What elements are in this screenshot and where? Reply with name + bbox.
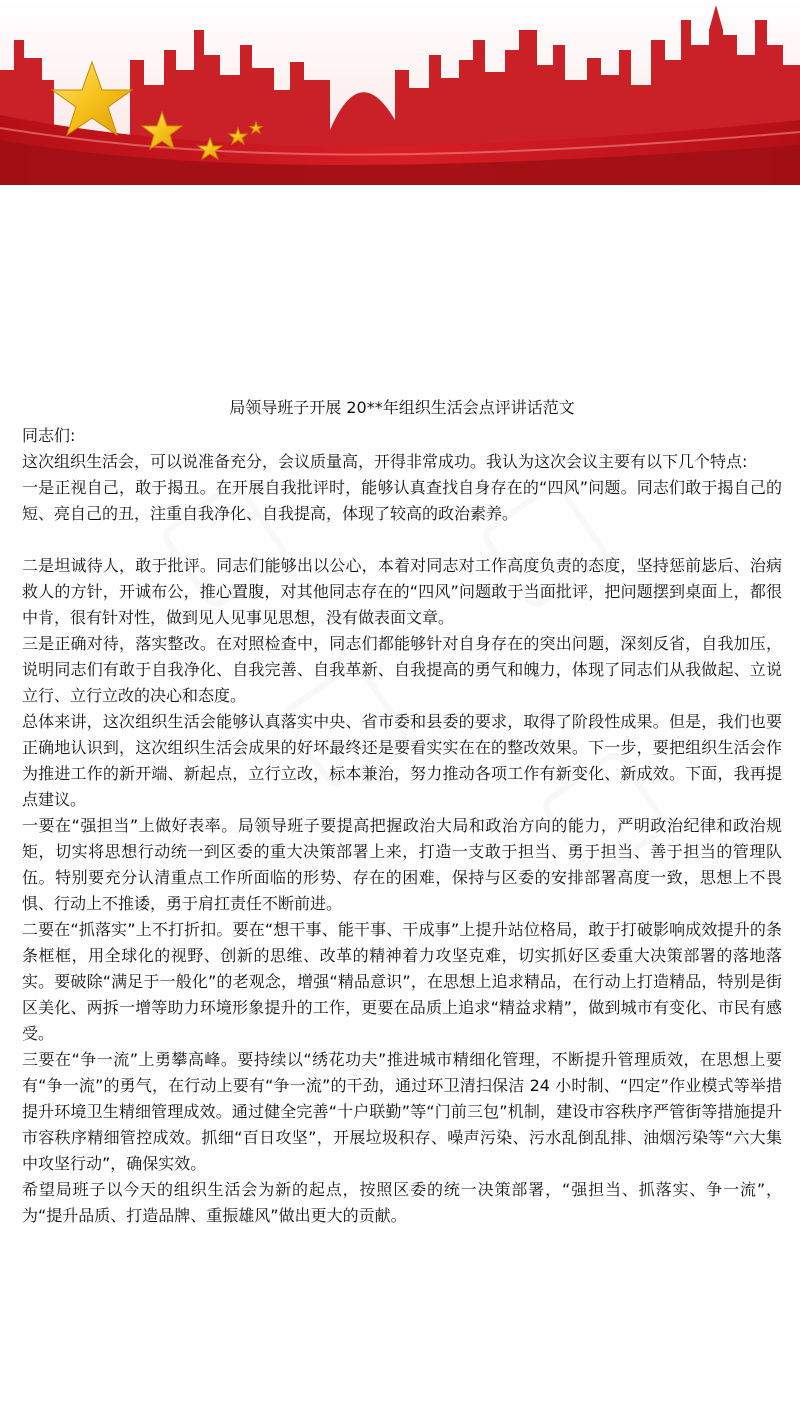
paragraph: 总体来讲，这次组织生活会能够认真落实中央、省市委和县委的要求，取得了阶段性成果。但是，我们也要正确地认识到，这次组织生活会成果的好坏最终还是要看实实在在的整改效果。下一步，要把组织生活会作为推进工作的新开端、新起点，立行立改，标本兼治，努力推动各项工作有新变化、新成效。下面，我再提点建议。 [22,712,782,809]
paragraph: 二是坦诚待人，敢于批评。同志们能够出以公心，本着对同志对工作高度负责的态度，坚持惩前毖后、治病救人的方针，开诚布公，推心置腹，对其他同志存在的“四风”问题敢于当面批评，把问题摆到桌面上，都很中肯，很有针对性，做到见人见事见思想，没有做表面文章。 [22,556,782,627]
document-title: 局领导班子开展 20**年组织生活会点评讲话范文 [229,398,575,417]
paragraph: 一要在“强担当”上做好表率。局领导班子要提高把握政治大局和政治方向的能力，严明政治纪律和政治规矩，切实将思想行动统一到区委的重大决策部署上来，打造一支敢于担当、勇于担当、善于担当的管理队伍。特别要充分认清重点工作所面临的形势、存在的困难，保持与区委的安排部署高度一致，思想上不畏惧、行动上不推诿，勇于肩扛责任不断前进。 [22,816,782,913]
paragraph: 一是正视自己，敢于揭丑。在开展自我批评时，能够认真查找自身存在的“四风”问题。同志们敢于揭自己的短、亮自己的丑，注重自我净化、自我提高，体现了较高的政治素养。 [22,478,782,523]
closing-paragraph: 希望局班子以今天的组织生活会为新的起点，按照区委的统一决策部署，“强担当、抓落实、争一流”，为“提升品质、打造品牌、重振雄风”做出更大的贡献。 [22,1180,782,1225]
paragraph: 三要在“争一流”上勇攀高峰。要持续以“绣花功夫”推进城市精细化管理，不断提升管理质效，在思想上要有“争一流”的勇气，在行动上要有“争一流”的干劲，通过环卫清扫保洁 24 小时制、“四定”作业模式等举措提升环境卫生精细管理成效。通过健全完善“十户联勤”等“门前三包”机制，建设市容秩序严管街等措施提升市容秩序精细管控成效。抓细“百日攻坚”，开展垃圾积存、噪声污染、污水乱倒乱排、油烟污染等“六大集中攻坚行动”，确保实效。 [22,1050,782,1173]
skyline-banner-graphic [0,0,800,185]
paragraph: 二要在“抓落实”上不打折扣。要在“想干事、能干事、干成事”上提升站位格局，敢于打破影响成效提升的条条框框，用全球化的视野、创新的思维、改革的精神着力攻坚克难，切实抓好区委重大决策部署的落地落实。要破除“满足于一般化”的老观念，增强“精品意识”，在思想上追求精品，在行动上打造精品，特别是街区美化、两拆一增等助力环境形象提升的工作，更要在品质上追求“精益求精”，做到城市有变化、市民有感受。 [22,920,782,1043]
document-body [22,395,782,1229]
salutation: 同志们: [22,426,76,445]
paragraph: 三是正确对待，落实整改。在对照检查中，同志们都能够针对自身存在的突出问题，深刻反省，自我加压，说明同志们有敢于自我净化、自我完善、自我革新、自我提高的勇气和魄力，体现了同志们从我做起、立说立行、立行立改的决心和态度。 [22,634,782,705]
blank-line [22,527,782,553]
header-banner [0,0,800,185]
paragraph: 这次组织生活会，可以说准备充分，会议质量高，开得非常成功。我认为这次会议主要有以下几个特点: [22,452,748,471]
